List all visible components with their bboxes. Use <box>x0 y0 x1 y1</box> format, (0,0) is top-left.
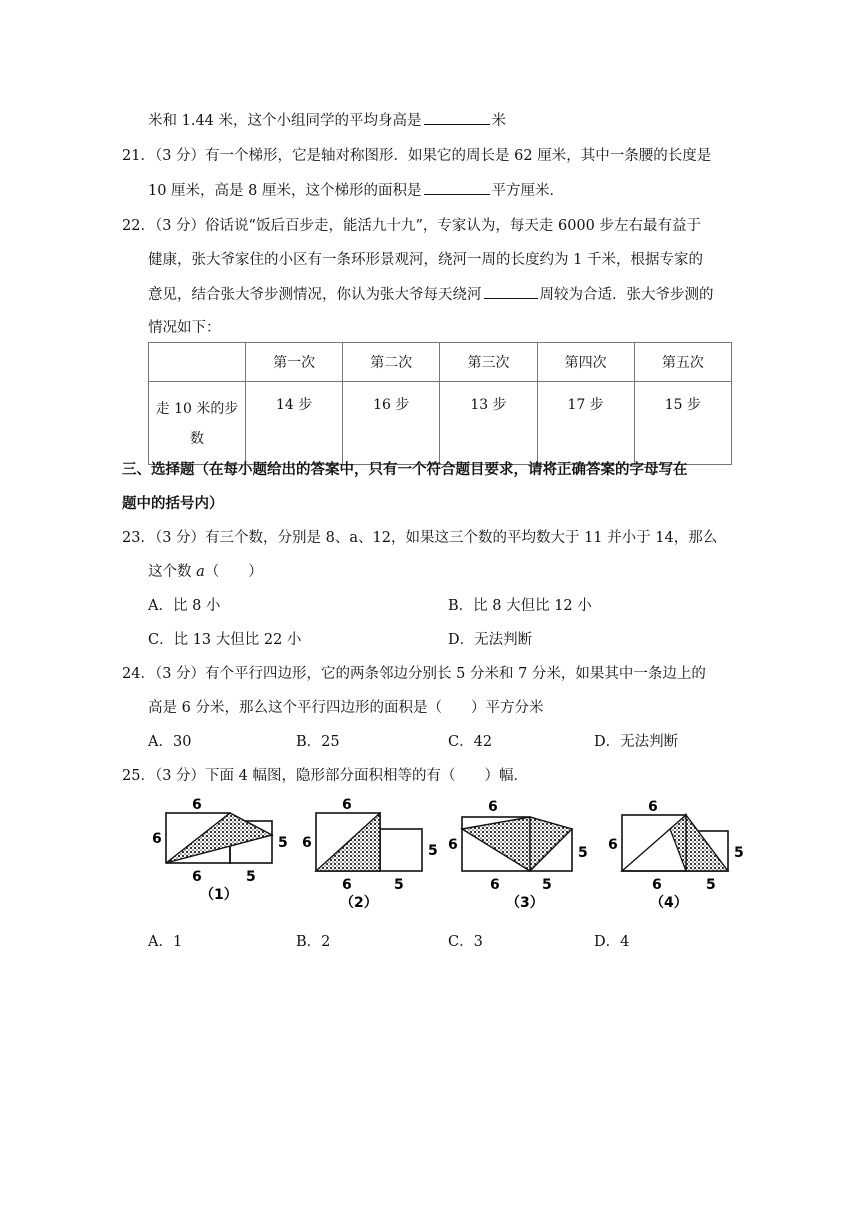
step-count-table <box>148 342 732 465</box>
figure-2-label-top: 6 <box>342 797 352 813</box>
q25-line1: 25．（3 分）下面 4 幅图，隐形部分面积相等的有（ ）幅． <box>122 768 528 784</box>
figure-3-label-bottom: 6 <box>490 877 500 893</box>
figure-1-label-right: 5 <box>278 835 288 851</box>
table-header-cell <box>149 343 246 382</box>
figure-4-caption: （4） <box>650 895 688 911</box>
table-header-row <box>149 343 732 382</box>
figure-1 <box>152 797 288 903</box>
q20-answer-blank[interactable] <box>424 110 490 125</box>
table-cell: 17 步 <box>537 382 634 465</box>
q23-answer-bracket[interactable]: （ ） <box>204 564 263 580</box>
figure-3-caption: （3） <box>506 895 544 911</box>
figure-1-label-top: 6 <box>192 797 202 813</box>
figure-4-shaded-sliver <box>670 815 686 871</box>
q25-option-d[interactable]: D．4 <box>594 934 630 950</box>
table-cell: 16 步 <box>343 382 440 465</box>
figure-3-label-bottom-right: 5 <box>542 877 552 893</box>
q21-line1: 21．（3 分）有一个梯形，它是轴对称图形．如果它的周长是 62 厘米，其中一条腰的长度是 <box>122 148 712 164</box>
figure-1-label-bottom: 6 <box>192 869 202 885</box>
figure-4-label-bottom: 6 <box>652 877 662 893</box>
figure-2-shaded-triangle <box>316 813 380 871</box>
q22-text: 意见，结合张大爷步测情况，你认为张大爷每天绕河 <box>148 287 482 303</box>
figure-2-label-bottom-right: 5 <box>394 877 404 893</box>
q21-unit: 平方厘米． <box>491 183 565 199</box>
figure-3 <box>448 799 588 911</box>
q21-line2 <box>148 180 564 201</box>
figure-2-label-left: 6 <box>302 835 312 851</box>
figure-3-label-right: 5 <box>578 845 588 861</box>
q23-line1: 23．（3 分）有三个数，分别是 8、a、12，如果这三个数的平均数大于 11 并小于 14，那么 <box>122 530 718 546</box>
table-cell: 13 步 <box>440 382 537 465</box>
q24-line1: 24．（3 分）有个平行四边形，它的两条邻边分别长 5 分米和 7 分米，如果其中一条边上的 <box>122 666 706 682</box>
q23-option-a[interactable]: A．比 8 小 <box>148 598 221 614</box>
figure-1-caption: （1） <box>200 887 238 903</box>
q24-option-d[interactable]: D．无法判断 <box>594 734 679 750</box>
q22-line3 <box>148 284 714 305</box>
figure-3-label-top: 6 <box>488 799 498 815</box>
q24-line2: 高是 6 分米，那么这个平行四边形的面积是（ ）平方分米 <box>148 700 544 716</box>
q23-text: 这个数 <box>148 564 197 580</box>
q25-figures-svg <box>150 795 750 915</box>
q23-variable: a <box>196 564 205 580</box>
q23-option-d[interactable]: D．无法判断 <box>448 632 533 648</box>
q20-tail-line <box>148 110 506 131</box>
q20-text: 米和 1.44 米，这个小组同学的平均身高是 <box>148 113 422 129</box>
table-header-cell: 第四次 <box>537 343 634 382</box>
figure-1-label-bottom-right: 5 <box>246 869 256 885</box>
figure-4-label-top: 6 <box>648 799 658 815</box>
figure-2-label-bottom: 6 <box>342 877 352 893</box>
figure-2-label-right: 5 <box>428 843 438 859</box>
table-cell: 15 步 <box>634 382 731 465</box>
table-header-cell: 第五次 <box>634 343 731 382</box>
table-header-cell: 第三次 <box>440 343 537 382</box>
q21-text: 10 厘米，高是 8 厘米，这个梯形的面积是 <box>148 183 422 199</box>
table-cell: 14 步 <box>246 382 343 465</box>
q23-option-c[interactable]: C．比 13 大但比 22 小 <box>148 632 302 648</box>
q25-option-c[interactable]: C．3 <box>448 934 483 950</box>
q22-line4: 情况如下： <box>148 320 221 336</box>
section3-heading-line2: 题中的括号内） <box>122 495 224 512</box>
figure-4-label-left: 6 <box>608 837 618 853</box>
figure-4-label-right: 5 <box>734 845 744 861</box>
table-header-cell: 第二次 <box>343 343 440 382</box>
q24-option-a[interactable]: A．30 <box>148 734 192 750</box>
table-row-label: 走 10 米的步数 <box>149 382 246 465</box>
q23-option-b[interactable]: B．比 8 大但比 12 小 <box>448 598 592 614</box>
q22-text-after: 周较为合适．张大爷步测的 <box>539 287 714 303</box>
table-row <box>149 382 732 465</box>
q23-line2 <box>148 562 263 582</box>
table-header-cell: 第一次 <box>246 343 343 382</box>
figure-4-label-bottom-right: 5 <box>706 877 716 893</box>
q21-answer-blank[interactable] <box>424 180 490 195</box>
q22-line2: 健康，张大爷家住的小区有一条环形景观河，绕河一周的长度约为 1 千米，根据专家的 <box>148 252 703 268</box>
figure-1-label-left: 6 <box>152 831 162 847</box>
q25-option-b[interactable]: B．2 <box>296 934 331 950</box>
q25-option-a[interactable]: A．1 <box>148 934 183 950</box>
section3-heading-line1: 三、选择题（在每小题给出的答案中，只有一个符合题目要求，请将正确答案的字母写在 <box>122 461 688 478</box>
figure-3-shaded-region <box>462 817 572 871</box>
figure-2 <box>302 797 438 911</box>
figure-2-caption: （2） <box>340 895 378 911</box>
figure-3-label-left: 6 <box>448 837 458 853</box>
q22-answer-blank[interactable] <box>484 284 538 299</box>
figure-4 <box>608 799 744 911</box>
q20-unit: 米 <box>491 113 507 129</box>
q24-option-b[interactable]: B．25 <box>296 734 340 750</box>
figure-4-shaded-triangle-right <box>686 815 728 871</box>
q22-line1: 22．（3 分）俗话说“饭后百步走，能活九十九”，专家认为，每天走 6000 步左右最有益于 <box>122 218 701 234</box>
q24-option-c[interactable]: C．42 <box>448 734 493 750</box>
q25-figures <box>150 795 750 915</box>
